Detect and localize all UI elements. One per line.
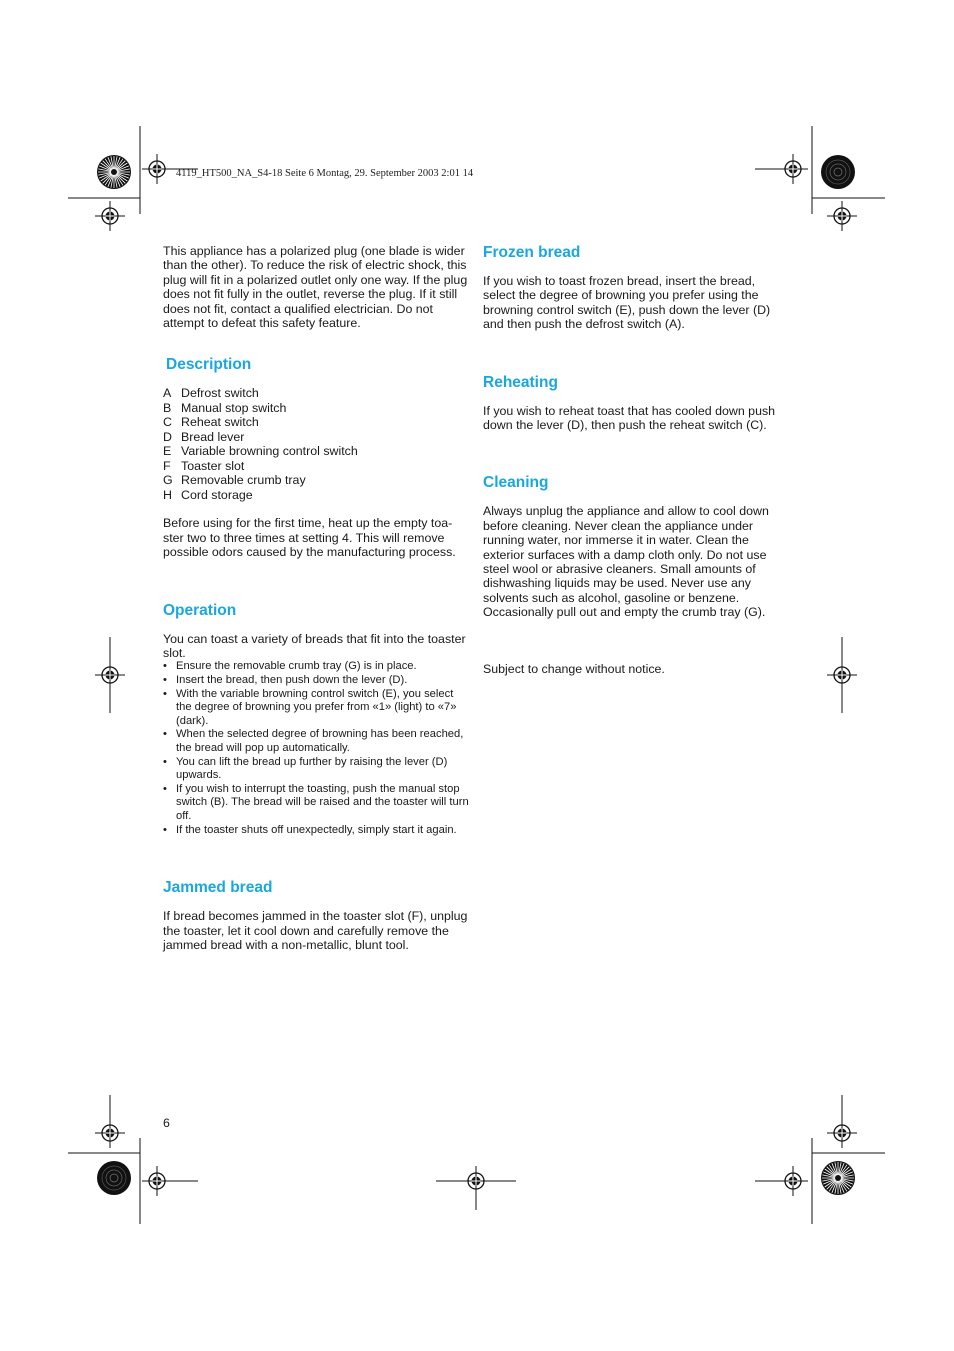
list-item: A Defrost switch bbox=[163, 386, 259, 401]
operation-steps bbox=[163, 660, 469, 837]
left-column bbox=[163, 244, 469, 952]
frozen-bread-heading: Frozen bread bbox=[483, 244, 581, 261]
change-notice: Subject to change without notice. bbox=[483, 661, 665, 676]
operation-intro: You can toast a variety of breads that fit into the toaster slot. bbox=[163, 631, 466, 661]
list-item: E Variable browning control switch bbox=[163, 444, 358, 459]
cleaning-heading: Cleaning bbox=[483, 474, 549, 492]
list-item: H Cord storage bbox=[163, 487, 253, 502]
list-item: • With the variable browning control switch (E), you select the degree of browning you prefer from «1» (light) to «7» (dark). bbox=[163, 687, 457, 727]
print-info-line: 4119_HT500_NA_S4-18 Seite 6 Montag, 29. September 2003 2:01 14 bbox=[176, 168, 474, 179]
list-item: • You can lift the bread up further by raising the lever (D) upwards. bbox=[163, 755, 448, 782]
list-item: • When the selected degree of browning has been reached, the bread will pop up automatically. bbox=[163, 728, 464, 755]
list-item: F Toaster slot bbox=[163, 458, 245, 473]
operation-heading: Operation bbox=[163, 601, 237, 619]
parts-list bbox=[163, 386, 469, 502]
first-use-note: Before using for the first time, heat up the empty toa-ster two to three times at setting 4. This will remove possible odors caused by the manufacturing process. bbox=[163, 516, 456, 560]
list-item: D Bread lever bbox=[163, 429, 245, 444]
list-item: • If you wish to interrupt the toasting, push the manual stop switch (B). The bread will be raised and the toaster will turn off. bbox=[163, 782, 469, 822]
jammed-bread-text: If bread becomes jammed in the toaster slot (F), unplug the toaster, let it cool down and carefully remove the jammed bread with a non-metallic, blunt tool. bbox=[163, 909, 468, 952]
cleaning-text: Always unplug the appliance and allow to cool down before cleaning. Never clean the appliance under running water, nor immerse it in water. Clean the exterior surfaces with a damp cloth only. Do not use steel wool or abrasive cleaners. Small amounts of dishwashing liquids may be used. Never use any solvents such as alcohol, gasoline or benzene. Occasionally pull out and empty the crumb tray (G). bbox=[483, 504, 769, 620]
frozen-bread-text: If you wish to toast frozen bread, insert the bread, select the degree of browning you prefer using the browning control switch (E), push down the lever (D) and then push the defrost switch (A). bbox=[483, 274, 771, 332]
reheating-heading: Reheating bbox=[483, 373, 558, 391]
list-item: • Ensure the removable crumb tray (G) is in place. bbox=[163, 660, 417, 673]
list-item: • If the toaster shuts off unexpectedly, simply start it again. bbox=[163, 823, 457, 836]
page-number: 6 bbox=[163, 1116, 170, 1130]
list-item: B Manual stop switch bbox=[163, 400, 287, 415]
right-column bbox=[483, 244, 789, 676]
list-item: C Reheat switch bbox=[163, 415, 259, 430]
jammed-bread-heading: Jammed bread bbox=[163, 879, 273, 897]
polarized-plug-notice: This appliance has a polarized plug (one blade is wider than the other). To reduce the risk of electric shock, this plug will fit in a polarized outlet only one way. If the plug does not fit fully in the outlet, reverse the plug. If it still does not fit, contact a qualified electrician. Do not attempt to defeat this safety feature. bbox=[163, 244, 468, 331]
list-item: G Removable crumb tray bbox=[163, 473, 306, 488]
list-item: • Insert the bread, then push down the lever (D). bbox=[163, 674, 408, 687]
description-heading: Description bbox=[166, 356, 252, 374]
reheating-text: If you wish to reheat toast that has cooled down push down the lever (D), then push the reheat switch (C). bbox=[483, 403, 776, 433]
